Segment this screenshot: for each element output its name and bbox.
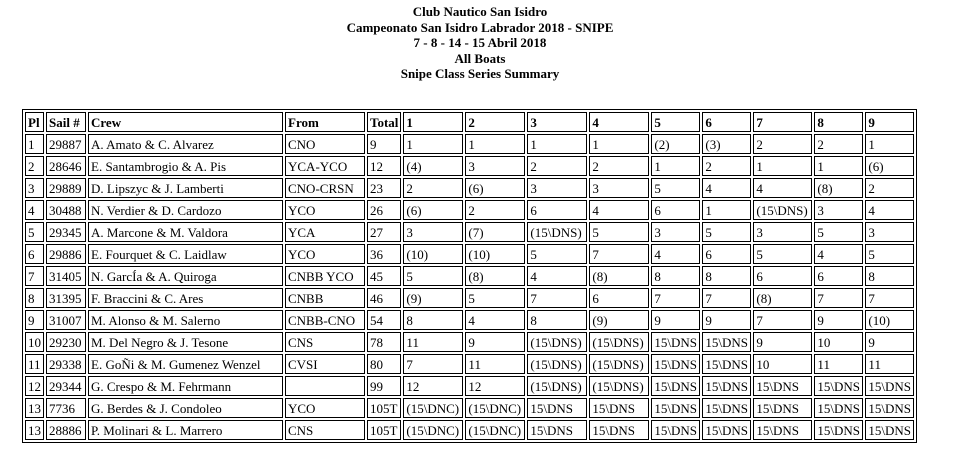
col-race-4-cell: 1 [589,134,649,154]
col-race-1-cell: 11 [403,332,463,352]
col-race-6-cell: 5 [702,222,751,242]
col-race-6-cell: 15\DNS [702,354,751,374]
col-race-3-cell: 4 [527,266,587,286]
col-race-6-cell: (3) [702,134,751,154]
col-race-4-cell: 6 [589,288,649,308]
col-race-2-header: 2 [465,112,525,132]
col-place-cell: 5 [25,222,44,242]
col-race-2-cell: (15\DNC) [465,420,525,440]
col-race-5-cell: 5 [651,178,700,198]
col-race-7-cell: 15\DNS [753,420,812,440]
col-total-cell: 80 [367,354,401,374]
col-race-3-cell: (15\DNS) [527,354,587,374]
col-race-4-cell: (15\DNS) [589,376,649,396]
table-row [25,244,914,264]
col-race-7-cell: 7 [753,310,812,330]
col-race-8-cell: 9 [814,310,863,330]
col-race-4-cell: 7 [589,244,649,264]
col-race-8-cell: 5 [814,222,863,242]
col-race-1-cell: (9) [403,288,463,308]
col-race-7-header: 7 [753,112,812,132]
col-sail-number-cell: 31007 [46,310,86,330]
table-row [25,178,914,198]
col-race-9-cell: 11 [865,354,914,374]
col-race-5-cell: 1 [651,156,700,176]
col-sail-number-cell: 29338 [46,354,86,374]
table-row [25,222,914,242]
col-race-9-cell: 15\DNS [865,398,914,418]
col-total-cell: 26 [367,200,401,220]
col-race-7-cell: 1 [753,156,812,176]
col-race-7-cell: 3 [753,222,812,242]
col-race-2-cell: (15\DNC) [465,398,525,418]
col-race-5-cell: 15\DNS [651,398,700,418]
table-row [25,376,914,396]
col-race-7-cell: 6 [753,266,812,286]
col-place-cell: 6 [25,244,44,264]
col-race-5-cell: 3 [651,222,700,242]
col-sail-number-cell: 28646 [46,156,86,176]
col-place-header: Pl [25,112,44,132]
col-from-header: From [285,112,365,132]
col-place-cell: 2 [25,156,44,176]
col-race-4-cell: (8) [589,266,649,286]
col-crew-cell: M. Del Negro & J. Tesone [88,332,283,352]
col-race-8-cell: 15\DNS [814,420,863,440]
col-crew-cell: F. Braccini & C. Ares [88,288,283,308]
col-crew-header: Crew [88,112,283,132]
col-race-2-cell: 9 [465,332,525,352]
col-from-cell: YCO [285,244,365,264]
event-dates: 7 - 8 - 14 - 15 Abril 2018 [413,35,547,50]
table-row [25,134,914,154]
col-race-2-cell: 12 [465,376,525,396]
table-body [25,134,914,440]
col-total-cell: 36 [367,244,401,264]
col-race-8-cell: 4 [814,244,863,264]
col-race-8-cell: 11 [814,354,863,374]
col-race-3-cell: 1 [527,134,587,154]
results-table [22,109,917,443]
col-race-8-cell: 2 [814,134,863,154]
col-race-6-cell: 9 [702,310,751,330]
col-race-9-cell: 15\DNS [865,420,914,440]
col-race-9-cell: 15\DNS [865,376,914,396]
col-from-cell [285,376,365,396]
col-race-5-header: 5 [651,112,700,132]
col-crew-cell: N. Verdier & D. Cardozo [88,200,283,220]
col-race-5-cell: 15\DNS [651,332,700,352]
col-total-cell: 105T [367,420,401,440]
col-race-3-cell: 15\DNS [527,420,587,440]
col-race-9-cell: 2 [865,178,914,198]
col-race-9-cell: 3 [865,222,914,242]
table-row [25,354,914,374]
col-sail-number-cell: 7736 [46,398,86,418]
col-place-cell: 12 [25,376,44,396]
col-race-7-cell: 15\DNS [753,376,812,396]
col-crew-cell: E. GoÑi & M. Gumenez Wenzel [88,354,283,374]
col-sail-number-cell: 28886 [46,420,86,440]
col-race-5-cell: 9 [651,310,700,330]
table-row [25,420,914,440]
col-race-7-cell: 5 [753,244,812,264]
col-race-8-cell: 7 [814,288,863,308]
col-sail-number-cell: 31395 [46,288,86,308]
col-sail-number-cell: 29889 [46,178,86,198]
col-race-3-header: 3 [527,112,587,132]
col-from-cell: YCO [285,398,365,418]
col-race-4-cell: 15\DNS [589,420,649,440]
col-race-4-cell: 5 [589,222,649,242]
col-place-cell: 3 [25,178,44,198]
championship-title: Campeonato San Isidro Labrador 2018 - SNIPE [346,19,614,35]
table-row [25,332,914,352]
col-race-2-cell: (6) [465,178,525,198]
col-race-2-cell: 2 [465,200,525,220]
col-race-5-cell: 8 [651,266,700,286]
col-total-cell: 23 [367,178,401,198]
col-total-cell: 46 [367,288,401,308]
col-race-8-cell: 6 [814,266,863,286]
col-race-7-cell: 10 [753,354,812,374]
col-from-cell: CNBB YCO [285,266,365,286]
col-race-3-cell: 2 [527,156,587,176]
col-race-5-cell: 15\DNS [651,354,700,374]
col-race-6-cell: 1 [702,200,751,220]
col-race-1-cell: 12 [403,376,463,396]
col-race-3-cell: 15\DNS [527,398,587,418]
club-name: Club Nautico San Isidro [412,4,548,19]
col-sail-number-cell: 29887 [46,134,86,154]
col-total-cell: 12 [367,156,401,176]
col-race-1-cell: 7 [403,354,463,374]
col-race-5-cell: (2) [651,134,700,154]
col-race-3-cell: 5 [527,244,587,264]
col-from-cell: CNS [285,420,365,440]
col-race-7-cell: (8) [753,288,812,308]
col-total-cell: 54 [367,310,401,330]
col-race-6-cell: 4 [702,178,751,198]
fleet-label: All Boats [454,50,506,66]
col-sail-number-header: Sail # [46,112,86,132]
col-sail-number-cell: 29344 [46,376,86,396]
col-race-5-cell: 7 [651,288,700,308]
col-crew-cell: P. Molinari & L. Marrero [88,420,283,440]
col-race-8-cell: (8) [814,178,863,198]
col-race-1-cell: (15\DNC) [403,398,463,418]
col-race-1-cell: 5 [403,266,463,286]
col-race-6-cell: 7 [702,288,751,308]
col-race-4-header: 4 [589,112,649,132]
col-crew-cell: M. Alonso & M. Salerno [88,310,283,330]
col-race-9-cell: 5 [865,244,914,264]
col-place-cell: 11 [25,354,44,374]
table-row [25,288,914,308]
col-race-1-cell: (4) [403,156,463,176]
col-race-8-cell: 10 [814,332,863,352]
col-race-4-cell: 4 [589,200,649,220]
col-crew-cell: E. Santambrogio & A. Pis [88,156,283,176]
table-header-row [25,112,914,132]
col-race-8-cell: 3 [814,200,863,220]
col-from-cell: CNO-CRSN [285,178,365,198]
col-race-8-cell: 15\DNS [814,376,863,396]
col-place-cell: 1 [25,134,44,154]
col-total-cell: 9 [367,134,401,154]
col-race-3-cell: 6 [527,200,587,220]
col-race-9-cell: 1 [865,134,914,154]
col-crew-cell: A. Amato & C. Alvarez [88,134,283,154]
col-race-3-cell: 7 [527,288,587,308]
col-race-9-cell: 7 [865,288,914,308]
col-race-9-cell: 8 [865,266,914,286]
col-race-7-cell: 4 [753,178,812,198]
col-total-cell: 105T [367,398,401,418]
col-race-4-cell: 15\DNS [589,398,649,418]
table-row [25,200,914,220]
col-from-cell: CNO [285,134,365,154]
col-race-1-header: 1 [403,112,463,132]
col-race-1-cell: 2 [403,178,463,198]
col-race-8-cell: 1 [814,156,863,176]
col-race-6-cell: 6 [702,244,751,264]
col-sail-number-cell: 30488 [46,200,86,220]
col-place-cell: 10 [25,332,44,352]
col-total-cell: 45 [367,266,401,286]
col-place-cell: 13 [25,420,44,440]
col-race-9-cell: 9 [865,332,914,352]
col-place-cell: 13 [25,398,44,418]
col-place-cell: 7 [25,266,44,286]
col-race-3-cell: (15\DNS) [527,222,587,242]
col-from-cell: YCO [285,200,365,220]
col-total-cell: 27 [367,222,401,242]
col-place-cell: 9 [25,310,44,330]
col-race-2-cell: (8) [465,266,525,286]
col-race-6-cell: 15\DNS [702,420,751,440]
col-from-cell: YCA [285,222,365,242]
col-race-2-cell: 11 [465,354,525,374]
col-from-cell: CNBB-CNO [285,310,365,330]
col-race-7-cell: 9 [753,332,812,352]
col-race-3-cell: (15\DNS) [527,332,587,352]
col-crew-cell: G. Crespo & M. Fehrmann [88,376,283,396]
col-race-5-cell: 4 [651,244,700,264]
col-race-4-cell: (9) [589,310,649,330]
col-race-6-cell: 2 [702,156,751,176]
col-race-3-cell: 8 [527,310,587,330]
col-race-3-cell: 3 [527,178,587,198]
col-race-6-cell: 15\DNS [702,398,751,418]
col-sail-number-cell: 29230 [46,332,86,352]
col-race-8-cell: 15\DNS [814,398,863,418]
col-race-1-cell: 8 [403,310,463,330]
col-total-cell: 78 [367,332,401,352]
col-sail-number-cell: 31405 [46,266,86,286]
col-place-cell: 8 [25,288,44,308]
col-race-8-header: 8 [814,112,863,132]
col-race-1-cell: (6) [403,200,463,220]
col-race-5-cell: 6 [651,200,700,220]
table-row [25,310,914,330]
col-race-1-cell: 3 [403,222,463,242]
col-total-cell: 99 [367,376,401,396]
col-from-cell: CVSI [285,354,365,374]
col-crew-cell: A. Marcone & M. Valdora [88,222,283,242]
document-header [0,0,960,82]
col-from-cell: YCA-YCO [285,156,365,176]
col-race-9-cell: (10) [865,310,914,330]
col-race-2-cell: 5 [465,288,525,308]
col-race-7-cell: 2 [753,134,812,154]
col-race-2-cell: 3 [465,156,525,176]
table-row [25,156,914,176]
col-race-7-cell: (15\DNS) [753,200,812,220]
col-race-3-cell: (15\DNS) [527,376,587,396]
table-row [25,266,914,286]
col-crew-cell: D. Lipszyc & J. Lamberti [88,178,283,198]
col-crew-cell: N. GarcÍa & A. Quiroga [88,266,283,286]
col-race-4-cell: (15\DNS) [589,332,649,352]
col-race-4-cell: 3 [589,178,649,198]
col-race-7-cell: 15\DNS [753,398,812,418]
col-sail-number-cell: 29345 [46,222,86,242]
col-race-9-header: 9 [865,112,914,132]
series-summary-title: Snipe Class Series Summary [400,66,560,81]
col-race-6-cell: 15\DNS [702,332,751,352]
col-race-1-cell: (10) [403,244,463,264]
col-race-9-cell: (6) [865,156,914,176]
col-total-header: Total [367,112,401,132]
col-crew-cell: E. Fourquet & C. Laidlaw [88,244,283,264]
table-row [25,398,914,418]
col-race-6-cell: 8 [702,266,751,286]
col-crew-cell: G. Berdes & J. Condoleo [88,398,283,418]
col-race-4-cell: (15\DNS) [589,354,649,374]
col-race-6-cell: 15\DNS [702,376,751,396]
col-race-2-cell: (7) [465,222,525,242]
col-race-5-cell: 15\DNS [651,376,700,396]
col-race-9-cell: 4 [865,200,914,220]
col-race-5-cell: 15\DNS [651,420,700,440]
col-race-2-cell: (10) [465,244,525,264]
col-from-cell: CNBB [285,288,365,308]
col-race-1-cell: (15\DNC) [403,420,463,440]
col-place-cell: 4 [25,200,44,220]
col-sail-number-cell: 29886 [46,244,86,264]
col-race-2-cell: 1 [465,134,525,154]
col-from-cell: CNS [285,332,365,352]
col-race-6-header: 6 [702,112,751,132]
col-race-2-cell: 4 [465,310,525,330]
col-race-1-cell: 1 [403,134,463,154]
col-race-4-cell: 2 [589,156,649,176]
